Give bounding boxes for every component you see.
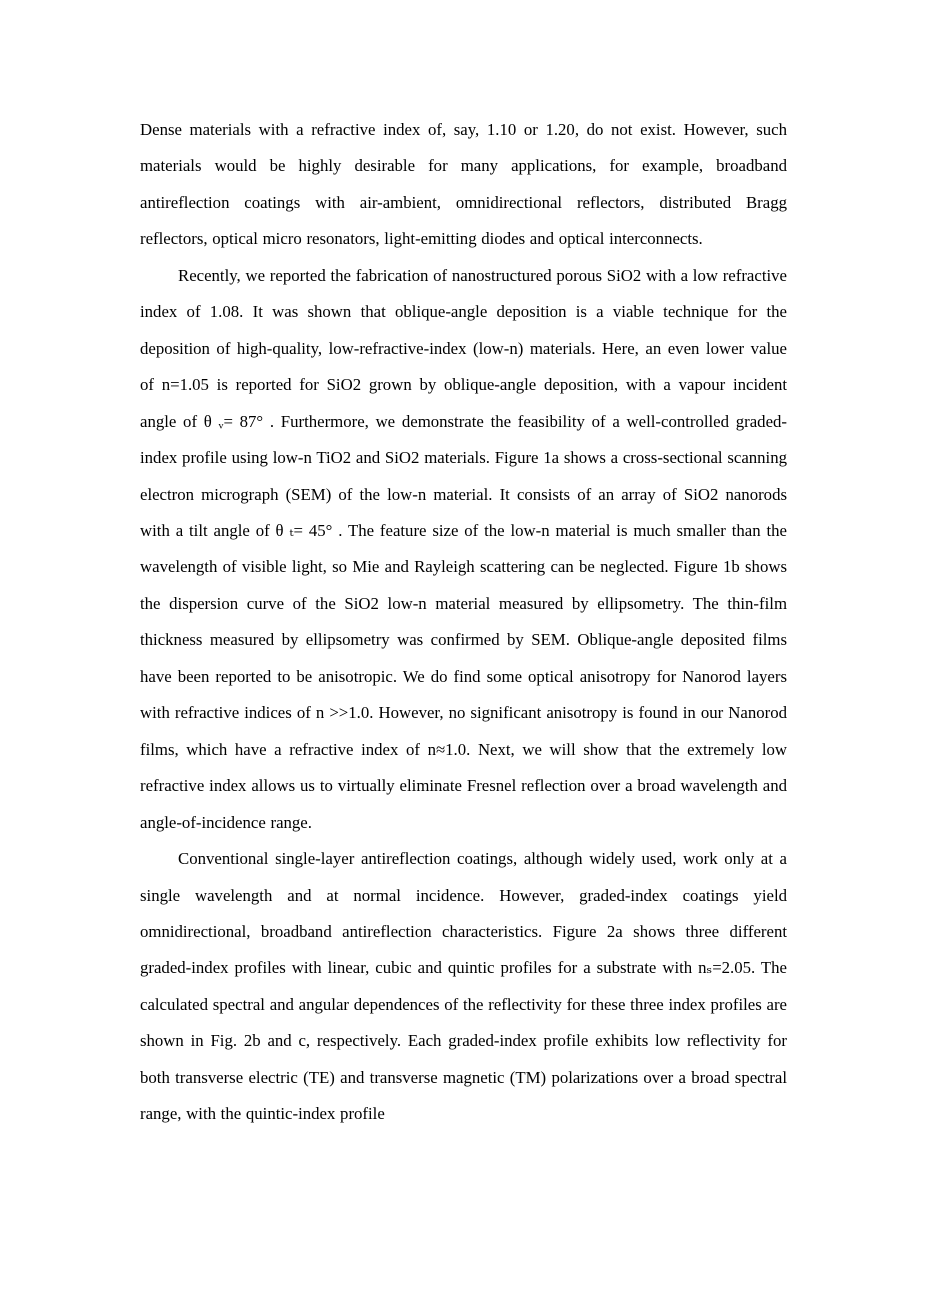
paragraph-dense-materials: Dense materials with a refractive index of, say, 1.10 or 1.20, do not exist. However, such materials would be highly desirable for many applications, for example, broadband antireflection coatings with air-ambient, omnidirectional reflectors, distributed Bragg reflectors, optical micro resonators, light-emitting diodes and optical interconnects. [140, 120, 787, 249]
paragraph-recently-reported: Recently, we reported the fabrication of nanostructured porous SiO2 with a low refractive index of 1.08. It was shown that oblique-angle deposition is a viable technique for the deposition of high-quality, low-refractive-index (low-n) materials. Here, an even lower value of n=1.05 is reported for SiO2 grown by oblique-angle deposition, with a vapour incident angle of θ ᵥ= 87° . Furthermore, we demonstrate the feasibility of a well-controlled graded-index profile using low-n TiO2 and SiO2 materials. Figure 1a shows a cross-sectional scanning electron micrograph (SEM) of the low-n material. It consists of an array of SiO2 nanorods with a tilt angle of θ ₜ= 45° . The feature size of the low-n material is much smaller than the wavelength of visible light, so Mie and Rayleigh scattering can be neglected. Figure 1b shows the dispersion curve of the SiO2 low-n material measured by ellipsometry. The thin-film thickness measured by ellipsometry was confirmed by SEM. Oblique-angle deposited films have been reported to be anisotropic. We do find some optical anisotropy for Nanorod layers with refractive indices of n >>1.0. However, no significant anisotropy is found in our Nanorod films, which have a refractive index of n≈1.0. Next, we will show that the extremely low refractive index allows us to virtually eliminate Fresnel reflection over a broad wavelength and angle-of-incidence range. [140, 265, 787, 832]
paragraph-conventional-coatings: Conventional single-layer antireflection coatings, although widely used, work only at a single wavelength and at normal incidence. However, graded-index coatings yield omnidirectional, broadband antireflection characteristics. Figure 2a shows three different graded-index profiles with linear, cubic and quintic profiles for a substrate with nₛ=2.05. The calculated spectral and angular dependences of the reflectivity for these three index profiles are shown in Fig. 2b and c, respectively. Each graded-index profile exhibits low reflectivity for both transverse electric (TE) and transverse magnetic (TM) polarizations over a broad spectral range, with the quintic-index profile [140, 849, 787, 1124]
